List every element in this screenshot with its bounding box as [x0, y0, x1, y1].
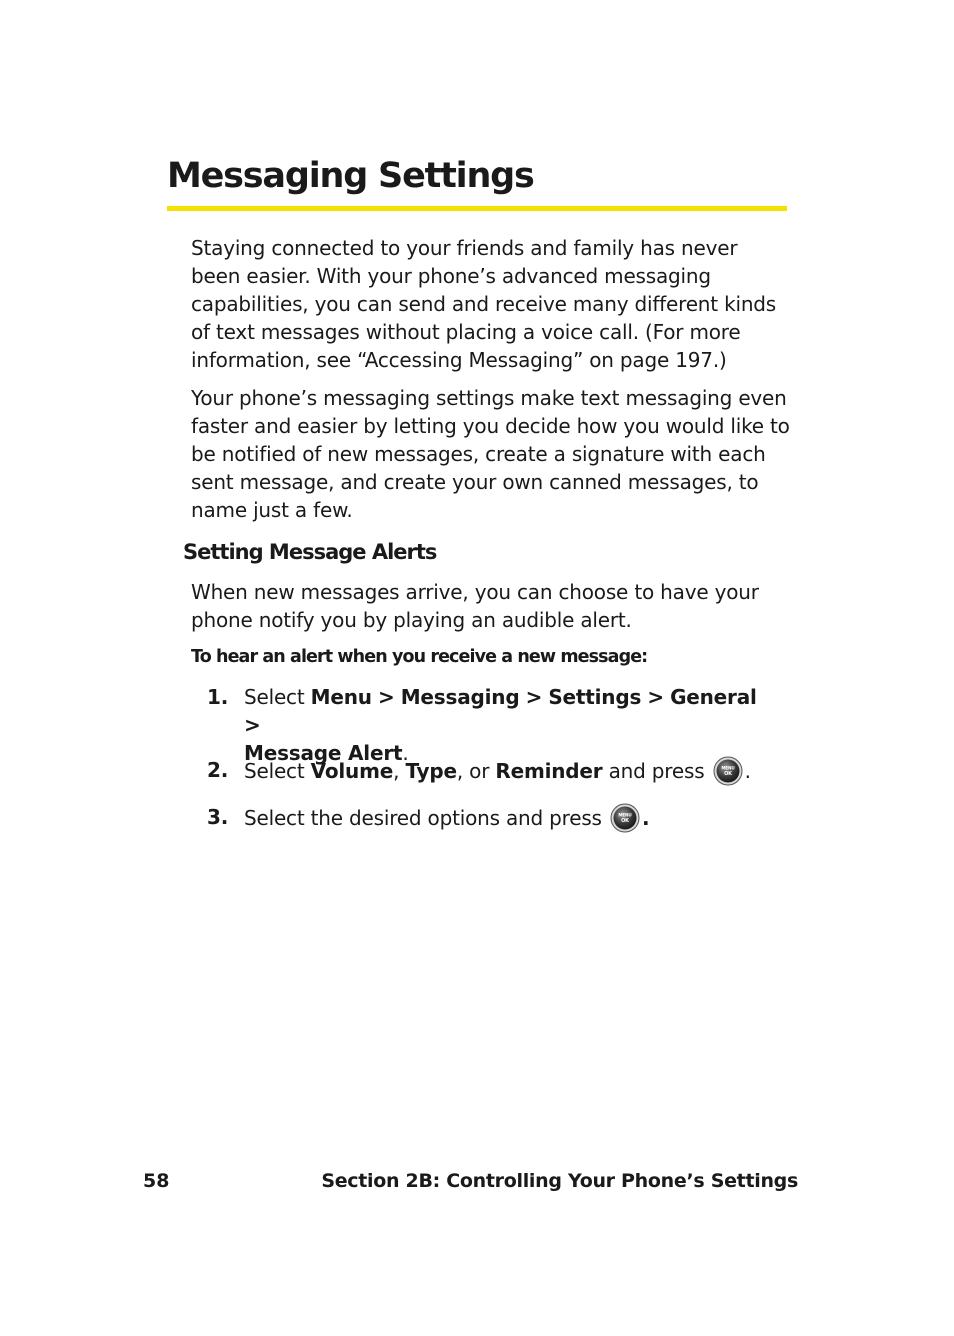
type-label: Type	[405, 759, 457, 783]
step-1	[207, 683, 767, 765]
settings-label: Settings	[548, 685, 642, 709]
general-label: General	[670, 685, 757, 709]
step-number: 1.	[207, 685, 229, 709]
footer-page-number: 58	[143, 1170, 170, 1192]
intro-paragraph-1: Staying connected to your friends and family has never been easier. With your phone’s advanced messaging capabilities, you can send and receive many different kinds of text messages without placing a voice call. (For more information, see “Accessing Messaging” on page 197.)	[191, 236, 777, 372]
section-paragraph: When new messages arrive, you can choose to have your phone notify you by playing an audible alert.	[191, 580, 759, 632]
intro-paragraph-2: Your phone’s messaging settings make text messaging even faster and easier by letting you decide how you would like to be notified of new messages, create a signature with each sent message, and create your own canned messages, to name just a few.	[191, 386, 790, 522]
menu-ok-key-icon	[713, 756, 743, 786]
section-heading: Setting Message Alerts	[183, 540, 437, 564]
step-text: Select Menu > Messaging > Settings > General > Message Alert.	[244, 685, 757, 765]
message-alert-label: Message Alert	[244, 741, 403, 765]
step-2	[207, 756, 767, 784]
step-number: 3.	[207, 805, 229, 829]
page-title: Messaging Settings	[167, 156, 534, 196]
menu-label: Menu	[310, 685, 372, 709]
svg-text:MENU: MENU	[618, 812, 632, 818]
reminder-label: Reminder	[495, 759, 603, 783]
svg-text:MENU: MENU	[721, 765, 735, 771]
step-number: 2.	[207, 758, 229, 782]
volume-label: Volume	[310, 759, 394, 783]
procedure-heading: To hear an alert when you receive a new message:	[191, 647, 648, 667]
step-text: Select the desired options and press MENU OK .	[244, 803, 764, 833]
step-text: Select Volume, Type, or Reminder and press MENU OK .	[244, 756, 764, 786]
title-underline-rule	[167, 206, 787, 211]
menu-ok-key-icon	[610, 803, 640, 833]
step-3	[207, 803, 767, 831]
svg-text:OK: OK	[621, 818, 629, 824]
svg-text:OK: OK	[723, 771, 732, 777]
messaging-label: Messaging	[400, 685, 520, 709]
footer-section-title: Section 2B: Controlling Your Phone’s Settings	[321, 1170, 798, 1192]
